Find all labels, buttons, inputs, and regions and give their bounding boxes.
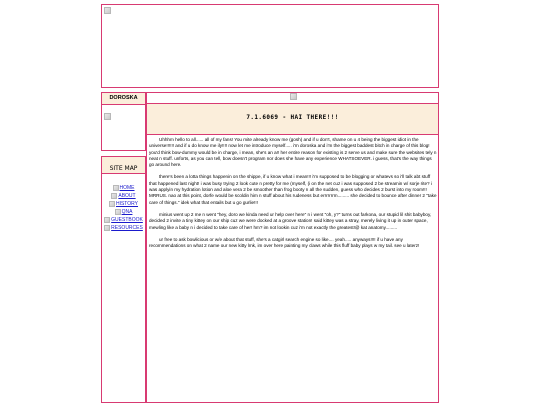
avatar: [104, 113, 111, 120]
home-icon: [113, 185, 119, 191]
nav-resources-link[interactable]: [102, 224, 145, 232]
nav-history-link[interactable]: [102, 200, 145, 208]
header-image-icon: [290, 93, 297, 100]
nav-qna-link[interactable]: [102, 208, 145, 216]
post-paragraph: ur free to ask bowlicious or w/e about that stuff, she's a catgirl search engine so like.... yeah..... anyways!!!! if u have any recommendations on what 2 name our new kitty lmk, im over here painting my claws while this fluff baby plays w my tail. see u laterz!: [149, 236, 420, 249]
sitemap-nav: [102, 184, 145, 232]
history-icon: [109, 201, 115, 207]
nav-label: RESOURCES: [111, 225, 143, 231]
post-header: [147, 103, 438, 135]
main-content: [146, 92, 439, 403]
nav-guestbook-link[interactable]: [102, 216, 145, 224]
nav-label: HOME: [119, 185, 135, 191]
resources-icon: [104, 225, 110, 231]
post-paragraph: there's been a lotta things happenin on the shippe, if u know what i mean!!! i'm supposed to be blogging or whatevs so i'll talk abt stuff that happened last night! i was busy trying 2 look cute n pretty for me (myself, (i on the net cuz i was supposed 2 be streamin w/ sorje rite? i was applyin my hydration lotion and aloe vera 2 be smoother than frog booty n all the sudden, guess who decides 2 burst into my room!!! MRRUS. nao at this point, dorfe would be scoldin him n stuff about his rudeness but errrrrrrm......... she decided to bounce after dinner 2 "take care of things." idek what that entails but u go gurlie!!!: [149, 174, 437, 205]
nav-label: HISTORY: [115, 201, 139, 207]
user-panel: [101, 92, 146, 151]
banner-image-icon: [104, 7, 111, 14]
post-body: [149, 137, 437, 255]
nav-label: GUESTBOOK: [111, 217, 143, 223]
post-paragraph: Uhhhm hello to all...... all of my fans! You mite already know me (gosh) and if u don't, shame on u 4 being the biggest idiot in the universe!!!!!! and if u do know me ily!!!! now let me introduce myself..... i'm doroska and i'm the biggest baddest bitch in charge of this blog! you'd think bow-dummy would be in charge, i mean, she's an a!! her entire reason for existing is 2 serve us and make sure the websites tely n neat n stuff. unforts, as you can tell, bow doesn't program nor does she have any experience WHATSOEVER. i guess, that's the way things go around here.: [149, 137, 437, 168]
user-name: DOROSKA: [102, 93, 145, 105]
nav-label: QNA: [121, 209, 133, 215]
about-icon: [111, 193, 117, 199]
nav-about-link[interactable]: [102, 192, 145, 200]
qna-icon: [115, 209, 121, 215]
nav-label: ABOUT: [118, 193, 136, 199]
sitemap-title-text: SITE MAP: [109, 165, 138, 172]
nav-home-link[interactable]: [102, 184, 145, 192]
guestbook-icon: [104, 217, 110, 223]
post-paragraph: minius went up 2 me n went "hey, doro we kinda need ur help over here" n i went "oh, y?" turns out farkona, our stupid lil shit babyboy, decided 2 invite a tiny kittey on our ship cuz we were docked at a groove station! said kittey was a stray, merely living it up in outer space, mewling like a baby n i decided to take care of her! hm? im not lookin cuz i'm not exactly the greatest!@ kat anatomy.........: [149, 211, 432, 230]
sitemap-panel: [101, 156, 146, 403]
sitemap-title: [102, 157, 145, 174]
header-banner: [101, 4, 439, 88]
post-title: 7.1.6069 - HAI THERE!!!: [246, 114, 339, 121]
